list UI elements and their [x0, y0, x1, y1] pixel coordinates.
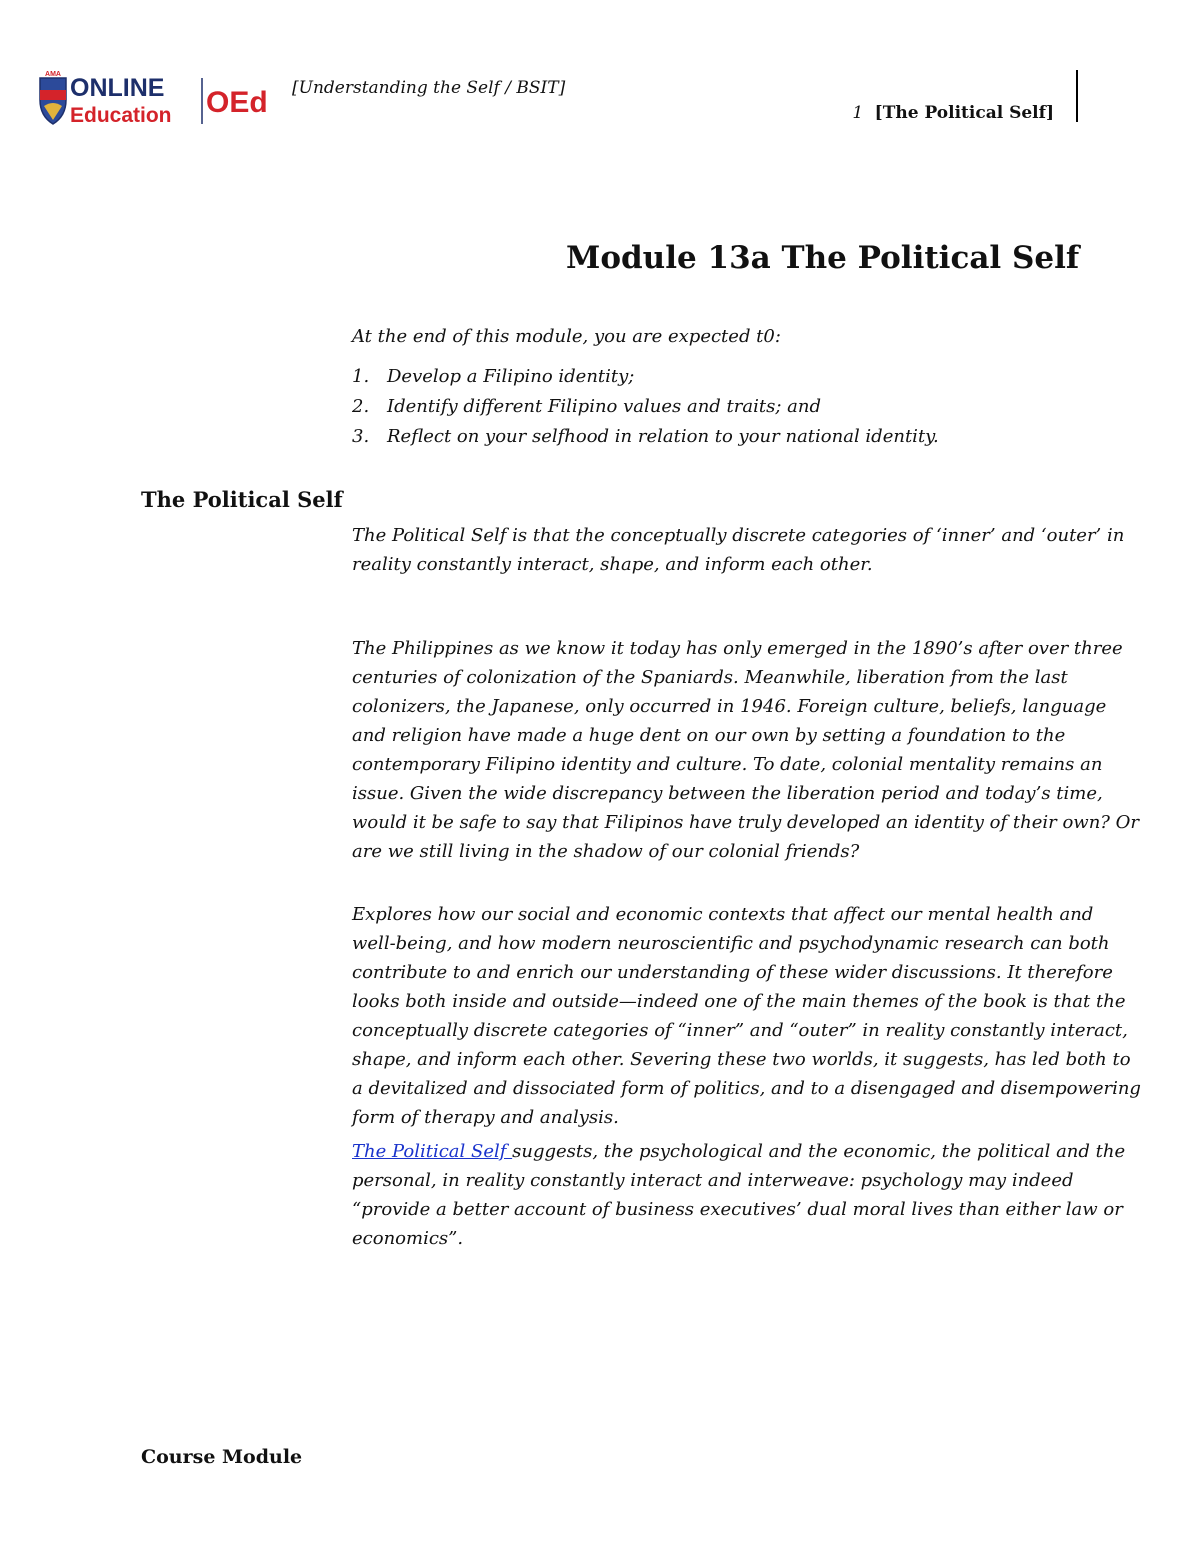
paragraph-explores: Explores how our social and economic contexts that affect our mental health and well-being, and how modern neuroscientific and psychodynamic research can both contribute to and enrich our understanding of these wider discussions. It therefore looks both inside and outside—indeed one of the main themes of the book is that the conceptually discrete categories of “inner” and “outer” in reality constantly interact, shape, and inform each other. Severing these two worlds, it suggests, has led both to a devitalized and dissociated form of politics, and to a disengaged and disempowering form of therapy and analysis.: [352, 904, 1141, 1128]
running-header: [852, 103, 1054, 123]
objective-number: 3.: [352, 426, 370, 447]
crest-text: AMA: [45, 71, 61, 78]
logo-word-education: Education: [70, 104, 172, 127]
objective-item: [352, 422, 1132, 452]
paragraph-suggests: [352, 1137, 1142, 1253]
objective-text: Reflect on your selfhood in relation to your national identity.: [387, 426, 939, 447]
objective-number: 1.: [352, 366, 370, 387]
objective-item: [352, 392, 1132, 422]
paragraph-suggests-text: suggests, the psychological and the economic, the political and the personal, in reality constantly interact and interweave: psychology may indeed “provide a better account of business executives’ dual moral lives than either law or economics”.: [352, 1141, 1126, 1249]
objective-number: 2.: [352, 396, 370, 417]
objective-item: [352, 362, 1132, 392]
online-education-logo: [36, 70, 272, 128]
section-heading: The Political Self: [141, 487, 343, 512]
page-number: 1: [852, 103, 864, 123]
objective-text: Identify different Filipino values and traits; and: [387, 396, 821, 417]
crest-icon: [40, 71, 66, 124]
course-label: [Understanding the Self / BSIT]: [292, 78, 566, 98]
learning-objectives: [352, 322, 1132, 452]
objective-text: Develop a Filipino identity;: [387, 366, 635, 387]
political-self-link[interactable]: The Political Self: [352, 1141, 513, 1162]
paragraph-history: The Philippines as we know it today has only emerged in the 1890’s after over three centuries of colonization of the Spaniards. Meanwhile, liberation from the last colonizers, the Japanese, only occurred in 1946. Foreign culture, beliefs, language and religion have made a huge dent on our own by setting a foundation to the contemporary Filipino identity and culture. To date, colonial mentality remains an issue. Given the wide discrepancy between the liberation period and today’s time, would it be safe to say that Filipinos have truly developed an identity of their own? Or are we still living in the shadow of our colonial friends?: [352, 638, 1140, 862]
module-title: Module 13a The Political Self: [566, 240, 1080, 276]
objectives-intro: At the end of this module, you are expected t0:: [352, 326, 781, 347]
objectives-list: [352, 362, 1132, 452]
header-divider: [1076, 70, 1078, 122]
logo-word-oed: OEd: [206, 86, 268, 119]
logo-word-online: ONLINE: [70, 74, 165, 102]
footer-label: Course Module: [141, 1446, 303, 1468]
running-header-title: [The Political Self]: [874, 103, 1054, 123]
paragraph-definition: The Political Self is that the conceptually discrete categories of ‘inner’ and ‘outer’ in reality constantly interact, shape, and inform each other.: [352, 525, 1125, 575]
